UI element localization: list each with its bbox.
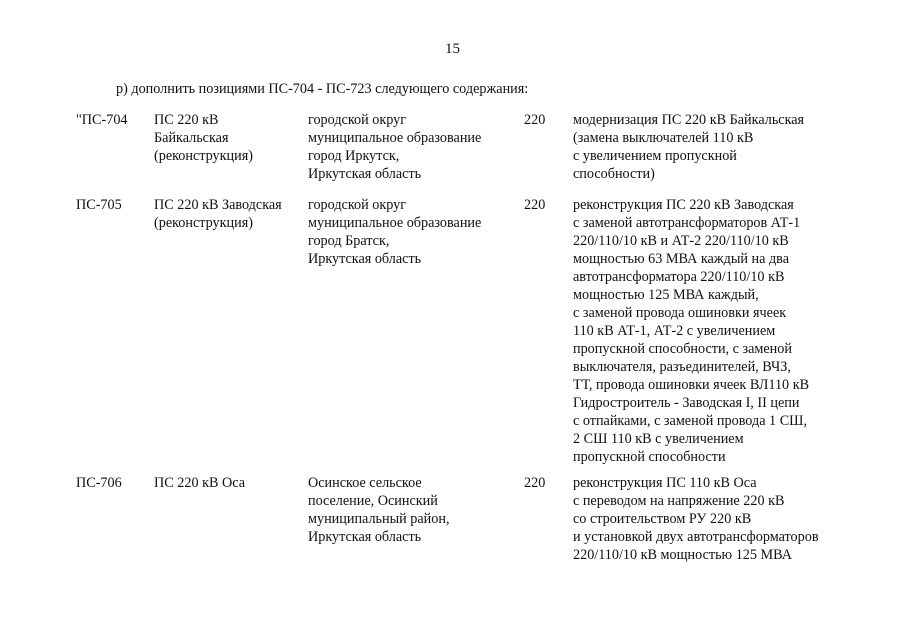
substation-name: ПС 220 кВ Байкальская (реконструкция) bbox=[154, 112, 253, 164]
position-code: ПС-706 bbox=[76, 475, 122, 491]
voltage: 220 bbox=[524, 112, 546, 128]
intro-paragraph: р) дополнить позициями ПС-704 - ПС-723 следующего содержания: bbox=[116, 81, 529, 97]
location: Осинское сельское поселение, Осинский муниципальный район, Иркутская область bbox=[308, 475, 450, 545]
position-code: "ПС-704 bbox=[76, 112, 128, 128]
substation-name: ПС 220 кВ Заводская (реконструкция) bbox=[154, 197, 282, 231]
page-number: 15 bbox=[445, 41, 460, 57]
work-description: реконструкция ПС 110 кВ Оса с переводом на напряжение 220 кВ со строительством РУ 220 кВ и установкой двух автотрансформаторов 220/110/10 кВ мощностью 125 МВА bbox=[573, 475, 819, 563]
substation-name: ПС 220 кВ Оса bbox=[154, 475, 245, 491]
location: городской округ муниципальное образование город Братск, Иркутская область bbox=[308, 197, 482, 267]
work-description: реконструкция ПС 220 кВ Заводская с заменой автотрансформаторов АТ-1 220/110/10 кВ и АТ-2 220/110/10 кВ мощностью 63 МВА каждый на два автотрансформатора 220/110/10 кВ мощностью 125 МВА каждый, с заменой провода ошиновки ячеек 110 кВ АТ-1, АТ-2 с увеличением пропускной способности, с заменой выключателя, разъединителей, ВЧЗ, ТТ, провода ошиновки ячеек ВЛ110 кВ Гидростроитель - Заводская I, II цепи с отпайками, с заменой провода 1 СШ, 2 СШ 110 кВ с увеличением пропускной способности bbox=[573, 197, 810, 465]
location: городской округ муниципальное образование город Иркутск, Иркутская область bbox=[308, 112, 482, 182]
voltage: 220 bbox=[524, 197, 546, 213]
position-code: ПС-705 bbox=[76, 197, 122, 213]
work-description: модернизация ПС 220 кВ Байкальская (замена выключателей 110 кВ с увеличением пропускной способности) bbox=[573, 112, 805, 182]
voltage: 220 bbox=[524, 475, 546, 491]
